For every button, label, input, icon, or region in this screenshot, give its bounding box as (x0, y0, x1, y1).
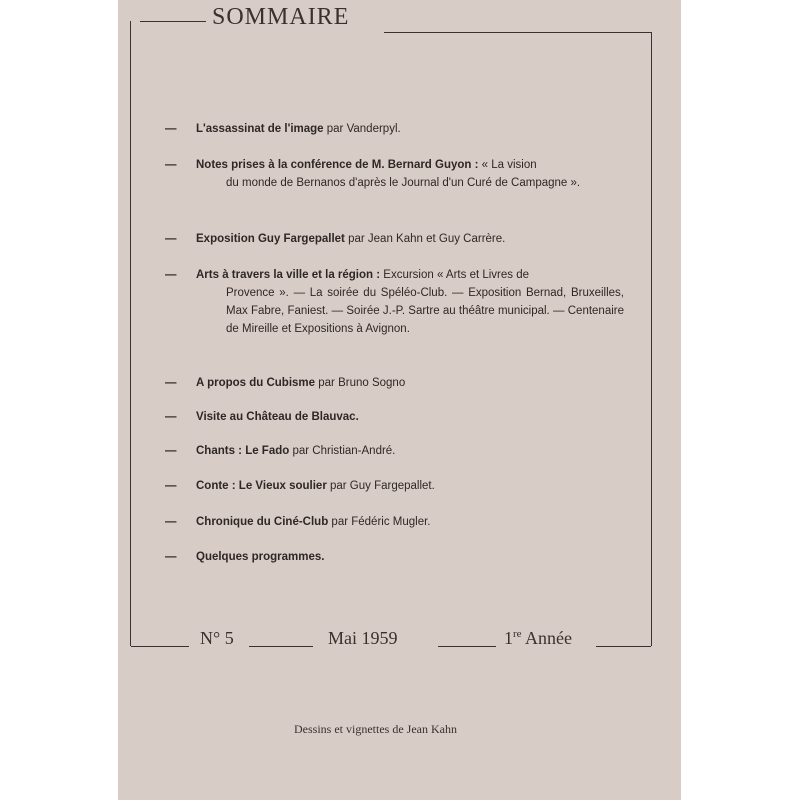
illustration-credit: Dessins et vignettes de Jean Kahn (294, 722, 457, 736)
entry-title: L'assassinat de l'image (196, 123, 324, 135)
entry-description: « La vision (478, 159, 537, 171)
toc-entry (165, 156, 635, 192)
issue-year (504, 628, 572, 649)
entry-author: par Vanderpyl. (323, 123, 401, 135)
entry-dash: — (165, 480, 177, 492)
entry-title: Arts à travers la ville et la région : (196, 269, 381, 281)
frame-bottom-line-4 (596, 646, 651, 647)
entry-description-continued: Provence ». — La soirée du Spéléo-Club. — Exposition Bernad, Bruxeilles, Max Fabre, Faniest. — Soirée J.-P. Sartre au théâtre municipal. — Centenaire de Mireille et Expositions à Avignon. (226, 287, 624, 335)
toc-entry (165, 230, 635, 248)
toc-entry (165, 548, 635, 566)
frame-top-right-line (384, 32, 652, 33)
toc-entry (165, 442, 635, 460)
year-number: 1 (504, 628, 513, 648)
entry-author: par Fédéric Mugler. (328, 516, 431, 528)
toc-entry (165, 408, 635, 426)
entry-author: par Bruno Sogno (315, 377, 406, 389)
toc-entry (165, 477, 635, 495)
entry-dash: — (165, 551, 177, 563)
entry-author: par Jean Kahn et Guy Carrère. (344, 233, 506, 245)
issue-date: Mai 1959 (328, 628, 398, 648)
toc-entry (165, 266, 635, 338)
entry-title: Conte : Le Vieux soulier (196, 480, 327, 492)
entry-author: par Guy Fargepallet. (326, 480, 435, 492)
entry-title: Chronique du Ciné-Club (196, 516, 329, 528)
frame-bottom-line-3 (438, 646, 496, 647)
entry-author: par Christian-André. (289, 445, 396, 457)
frame-left-line (130, 21, 131, 646)
entry-title: Chants : Le Fado (196, 445, 290, 457)
page-title: SOMMAIRE (212, 4, 350, 30)
frame-top-left-line (140, 21, 206, 22)
entry-dash: — (165, 123, 177, 135)
frame-bottom-line-1 (131, 646, 189, 647)
entry-dash: — (165, 516, 177, 528)
entry-dash: — (165, 159, 177, 171)
entry-description-continued: du monde de Bernanos d'après le Journal d'un Curé de Campagne ». (226, 177, 581, 189)
year-word: Année (521, 628, 573, 648)
frame-bottom-line-2 (249, 646, 313, 647)
toc-entry (165, 120, 635, 138)
entry-title: A propos du Cubisme (196, 377, 316, 389)
entry-dash: — (165, 377, 177, 389)
entry-dash: — (165, 411, 177, 423)
toc-entry (165, 513, 635, 531)
entry-title: Exposition Guy Fargepallet (196, 233, 345, 245)
entry-title: Quelques programmes. (196, 551, 325, 563)
entry-title: Visite au Château de Blauvac. (196, 411, 359, 423)
entry-dash: — (165, 233, 177, 245)
entry-dash: — (165, 269, 177, 281)
frame-right-line (651, 32, 652, 646)
entry-dash: — (165, 445, 177, 457)
year-superscript: re (513, 628, 522, 640)
entry-title: Notes prises à la conférence de M. Bernard Guyon : (196, 159, 479, 171)
issue-number: N° 5 (200, 628, 234, 648)
entry-description: Excursion « Arts et Livres de (380, 269, 530, 281)
toc-entry (165, 374, 635, 392)
